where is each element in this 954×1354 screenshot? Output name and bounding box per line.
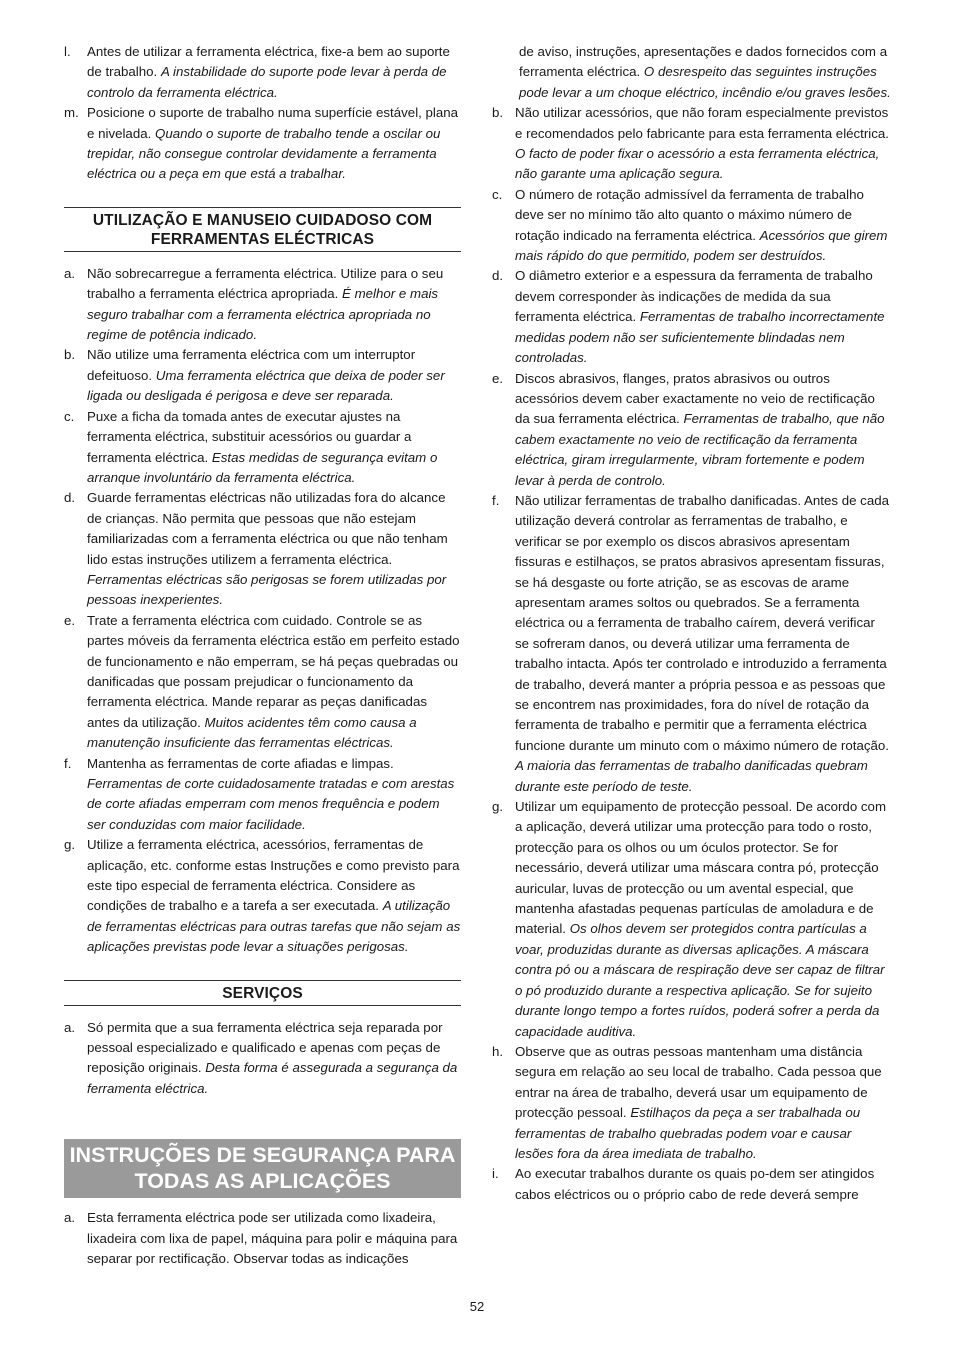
safety-list-continued (492, 103, 892, 1205)
item-label: a. (64, 265, 76, 281)
list-item (64, 611, 461, 754)
safety-list (64, 1208, 461, 1269)
services-list (64, 1018, 461, 1100)
item-label: c. (64, 408, 75, 424)
right-column (492, 42, 892, 1205)
item-text: Observe que as outras pessoas mantenham uma distância segura em relação ao seu local de trabalho. Cada pessoa que entrar na área de trabalho, deverá usar um equipamento de protecção pessoal. Estilhaços da peça a ser trabalhada ou ferramentas de trabalho quebradas podem voar e causar lesões fora da área imediata de trabalho. (515, 1043, 882, 1161)
item-text: Utilize a ferramenta eléctrica, acessórios, ferramentas de aplicação, etc. conforme estas Instruções e como previsto para este tipo especial de ferramenta eléctrica. Considere as condições de trabalho e a tarefa a ser executada. A utilização de ferramentas eléctricas para outras tarefas que não sejam as aplicações previstas pode levar a situações perigosas. (87, 837, 461, 955)
list-item (64, 103, 461, 185)
list-item (492, 185, 892, 267)
list-item (492, 369, 892, 491)
section-heading-services: SERVIÇOS (64, 980, 461, 1006)
item-label: d. (492, 268, 504, 284)
list-item (64, 1208, 461, 1269)
usage-list (64, 264, 461, 958)
list-item (64, 264, 461, 346)
item-text: Ao executar trabalhos durante os quais po-dem ser atingidos cabos eléctricos ou o próprio cabo de rede deverá sempre (515, 1166, 875, 1202)
item-text: Discos abrasivos, flanges, pratos abrasivos ou outros acessórios devem caber exactamente no veio de rectificação da sua ferramenta eléctrica. Ferramentas de trabalho, que não cabem exactamente no veio de rectificação da ferramenta eléctrica, giram irregularmente, vibram fortemente e podem levar à perda de controlo. (515, 370, 885, 488)
item-text: Não utilize uma ferramenta eléctrica com um interruptor defeituoso. Uma ferramenta eléctrica que deixa de poder ser ligada ou desligada é perigosa e deve ser reparada. (87, 347, 445, 404)
item-label: b. (64, 347, 76, 363)
item-text: Esta ferramenta eléctrica pode ser utilizada como lixadeira, lixadeira com lixa de papel, máquina para polir e máquina para separar por rectificação. Observar todas as indicações (87, 1210, 458, 1267)
item-text: Não utilizar acessórios, que não foram especialmente previstos e recomendados pelo fabricante para esta ferramenta eléctrica. O facto de poder fixar o acessório a esta ferramenta eléctrica, não garante uma aplicação segura. (515, 105, 890, 182)
item-text: Só permita que a sua ferramenta eléctrica seja reparada por pessoal especializado e qualificado e apenas com peças de reposição originais. Desta forma é assegurada a segurança da ferramenta eléctrica. (87, 1019, 458, 1096)
list-item (492, 1042, 892, 1164)
item-label: a. (64, 1210, 76, 1226)
section-heading-usage: UTILIZAÇÃO E MANUSEIO CUIDADOSO COM FERRAMENTAS ELÉCTRICAS (64, 207, 461, 252)
list-item (492, 491, 892, 797)
list-item (64, 42, 461, 103)
list-item (492, 797, 892, 1042)
item-label: f. (492, 492, 500, 508)
item-text: Não sobrecarregue a ferramenta eléctrica. Utilize para o seu trabalho a ferramenta eléctrica apropriada. É melhor e mais seguro trabalhar com a ferramenta eléctrica apropriada no regime de potência indicado. (87, 265, 444, 343)
item-label: d. (64, 490, 76, 506)
item-label: h. (492, 1043, 504, 1059)
item-text: Trate a ferramenta eléctrica com cuidado. Controle se as partes móveis da ferramenta eléctrica estão em perfeito estado de funcionamento e não emperram, se há peças quebradas ou danificadas que possam prejudicar o funcionamento da ferramenta eléctrica. Mande reparar as peças danificadas antes da utilização. Muitos acidentes têm como causa a manutenção insuficiente das ferramentas eléctricas. (87, 612, 460, 751)
item-text: Mantenha as ferramentas de corte afiadas e limpas. Ferramentas de corte cuidadosamente tratadas e com arestas de corte afiadas emperram com menos frequência e podem ser conduzidas com maior facilidade. (87, 755, 455, 832)
intro-list (64, 42, 461, 185)
list-item (492, 1164, 892, 1205)
item-text: Não utilizar ferramentas de trabalho danificadas. Antes de cada utilização deverá controlar as ferramentas de trabalho, e verificar se por exemplo os discos abrasivos apresentam fissuras e estilhaços, se pratos abrasivos apresentam fissuras, se há desgaste ou forte atrição, se as escovas de arame apresentam arames soltos ou quebrados. Se a ferramenta eléctrica ou a ferramenta de trabalho caírem, deverá verificar se sofreram danos, ou deverá utilizar uma ferramenta de trabalho intacta. Após ter controlado e introduzido a ferramenta de trabalho, deverá manter a própria pessoa e as pessoas que se encontrem nas proximidades, fora do nível de rotação da ferramenta de trabalho e permitir que a ferramenta eléctrica funcione durante um minuto com o máximo número de rotação. A maioria das ferramentas de trabalho danificadas quebram durante este período de teste. (515, 492, 890, 794)
item-label: m. (64, 105, 79, 121)
item-label: l. (64, 44, 71, 59)
item-label: i. (492, 1166, 499, 1182)
list-item (64, 407, 461, 489)
item-label: f. (64, 755, 72, 771)
continuation-paragraph: de aviso, instruções, apresentações e dados fornecidos com a ferramenta eléctrica. O desrespeito das seguintes instruções pode levar a um choque eléctrico, incêndio e/ou graves lesões. (519, 44, 891, 100)
list-item (64, 345, 461, 406)
page-number: 52 (469, 1299, 485, 1314)
item-text: O número de rotação admissível da ferramenta de trabalho deve ser no mínimo tão alto quanto o máximo número de rotação indicado na ferramenta eléctrica. Acessórios que girem mais rápido do que permitido, podem ser destruídos. (515, 186, 888, 264)
section-banner-safety: INSTRUÇÕES DE SEGURANÇA PARA TODAS AS APLICAÇÕES (64, 1139, 461, 1198)
list-item (64, 488, 461, 610)
list-item (64, 1018, 461, 1100)
item-label: b. (492, 105, 504, 121)
item-label: g. (64, 837, 76, 853)
item-text: Posicione o suporte de trabalho numa superfície estável, plana e nivelada. Quando o suporte de trabalho tende a oscilar ou trepidar, não consegue controlar devidamente a ferramenta eléctrica ou a peça em que está a trabalhar. (87, 105, 459, 182)
item-text: Utilizar um equipamento de protecção pessoal. De acordo com a aplicação, deverá utilizar uma protecção para todo o rosto, protecção para os olhos ou um óculos protector. Se for necessário, deverá utilizar uma máscara contra pó, protecção auricular, luvas de protecção ou um avental especial, que mantenha afastadas pequenas partículas de amoladura e de material. Os olhos devem ser protegidos contra partículas a voar, produzidas durante as diversas aplicações. A máscara contra pó ou a máscara de respiração deve ser capaz de filtrar o pó produzido durante a respectiva aplicação. Se for sujeito durante longo tempo a fortes ruídos, poderá sofrer a perda da capacidade auditiva. (515, 799, 887, 1039)
list-item (64, 754, 461, 836)
list-item (492, 266, 892, 368)
item-label: e. (492, 370, 504, 386)
list-item (64, 835, 461, 957)
item-label: c. (492, 186, 503, 202)
item-label: g. (492, 799, 504, 815)
item-label: a. (64, 1019, 76, 1035)
item-text: Guarde ferramentas eléctricas não utilizadas fora do alcance de crianças. Não permita que pessoas que não estejam familiarizadas com a ferramenta eléctrica ou que não tenham lido estas instruções utilizem a ferramenta eléctrica. Ferramentas eléctricas são perigosas se forem utilizadas por pessoas inexperientes. (87, 490, 448, 608)
left-column (64, 42, 461, 1270)
item-text: Puxe a ficha da tomada antes de executar ajustes na ferramenta eléctrica, substituir acessórios ou guardar a ferramenta eléctrica. Estas medidas de segurança evitam o arranque involuntário da ferramenta eléctrica. (87, 408, 438, 485)
list-item (492, 103, 892, 185)
item-text: Antes de utilizar a ferramenta eléctrica, fixe-a bem ao suporte de trabalho. A instabilidade do suporte pode levar à perda de controlo da ferramenta eléctrica. (87, 44, 450, 100)
item-label: e. (64, 612, 76, 628)
item-text: O diâmetro exterior e a espessura da ferramenta de trabalho devem corresponder às indicações de medida da sua ferramenta eléctrica. Ferramentas de trabalho incorrectamente medidas podem não ser suficientemente blindadas nem controladas. (515, 268, 885, 366)
